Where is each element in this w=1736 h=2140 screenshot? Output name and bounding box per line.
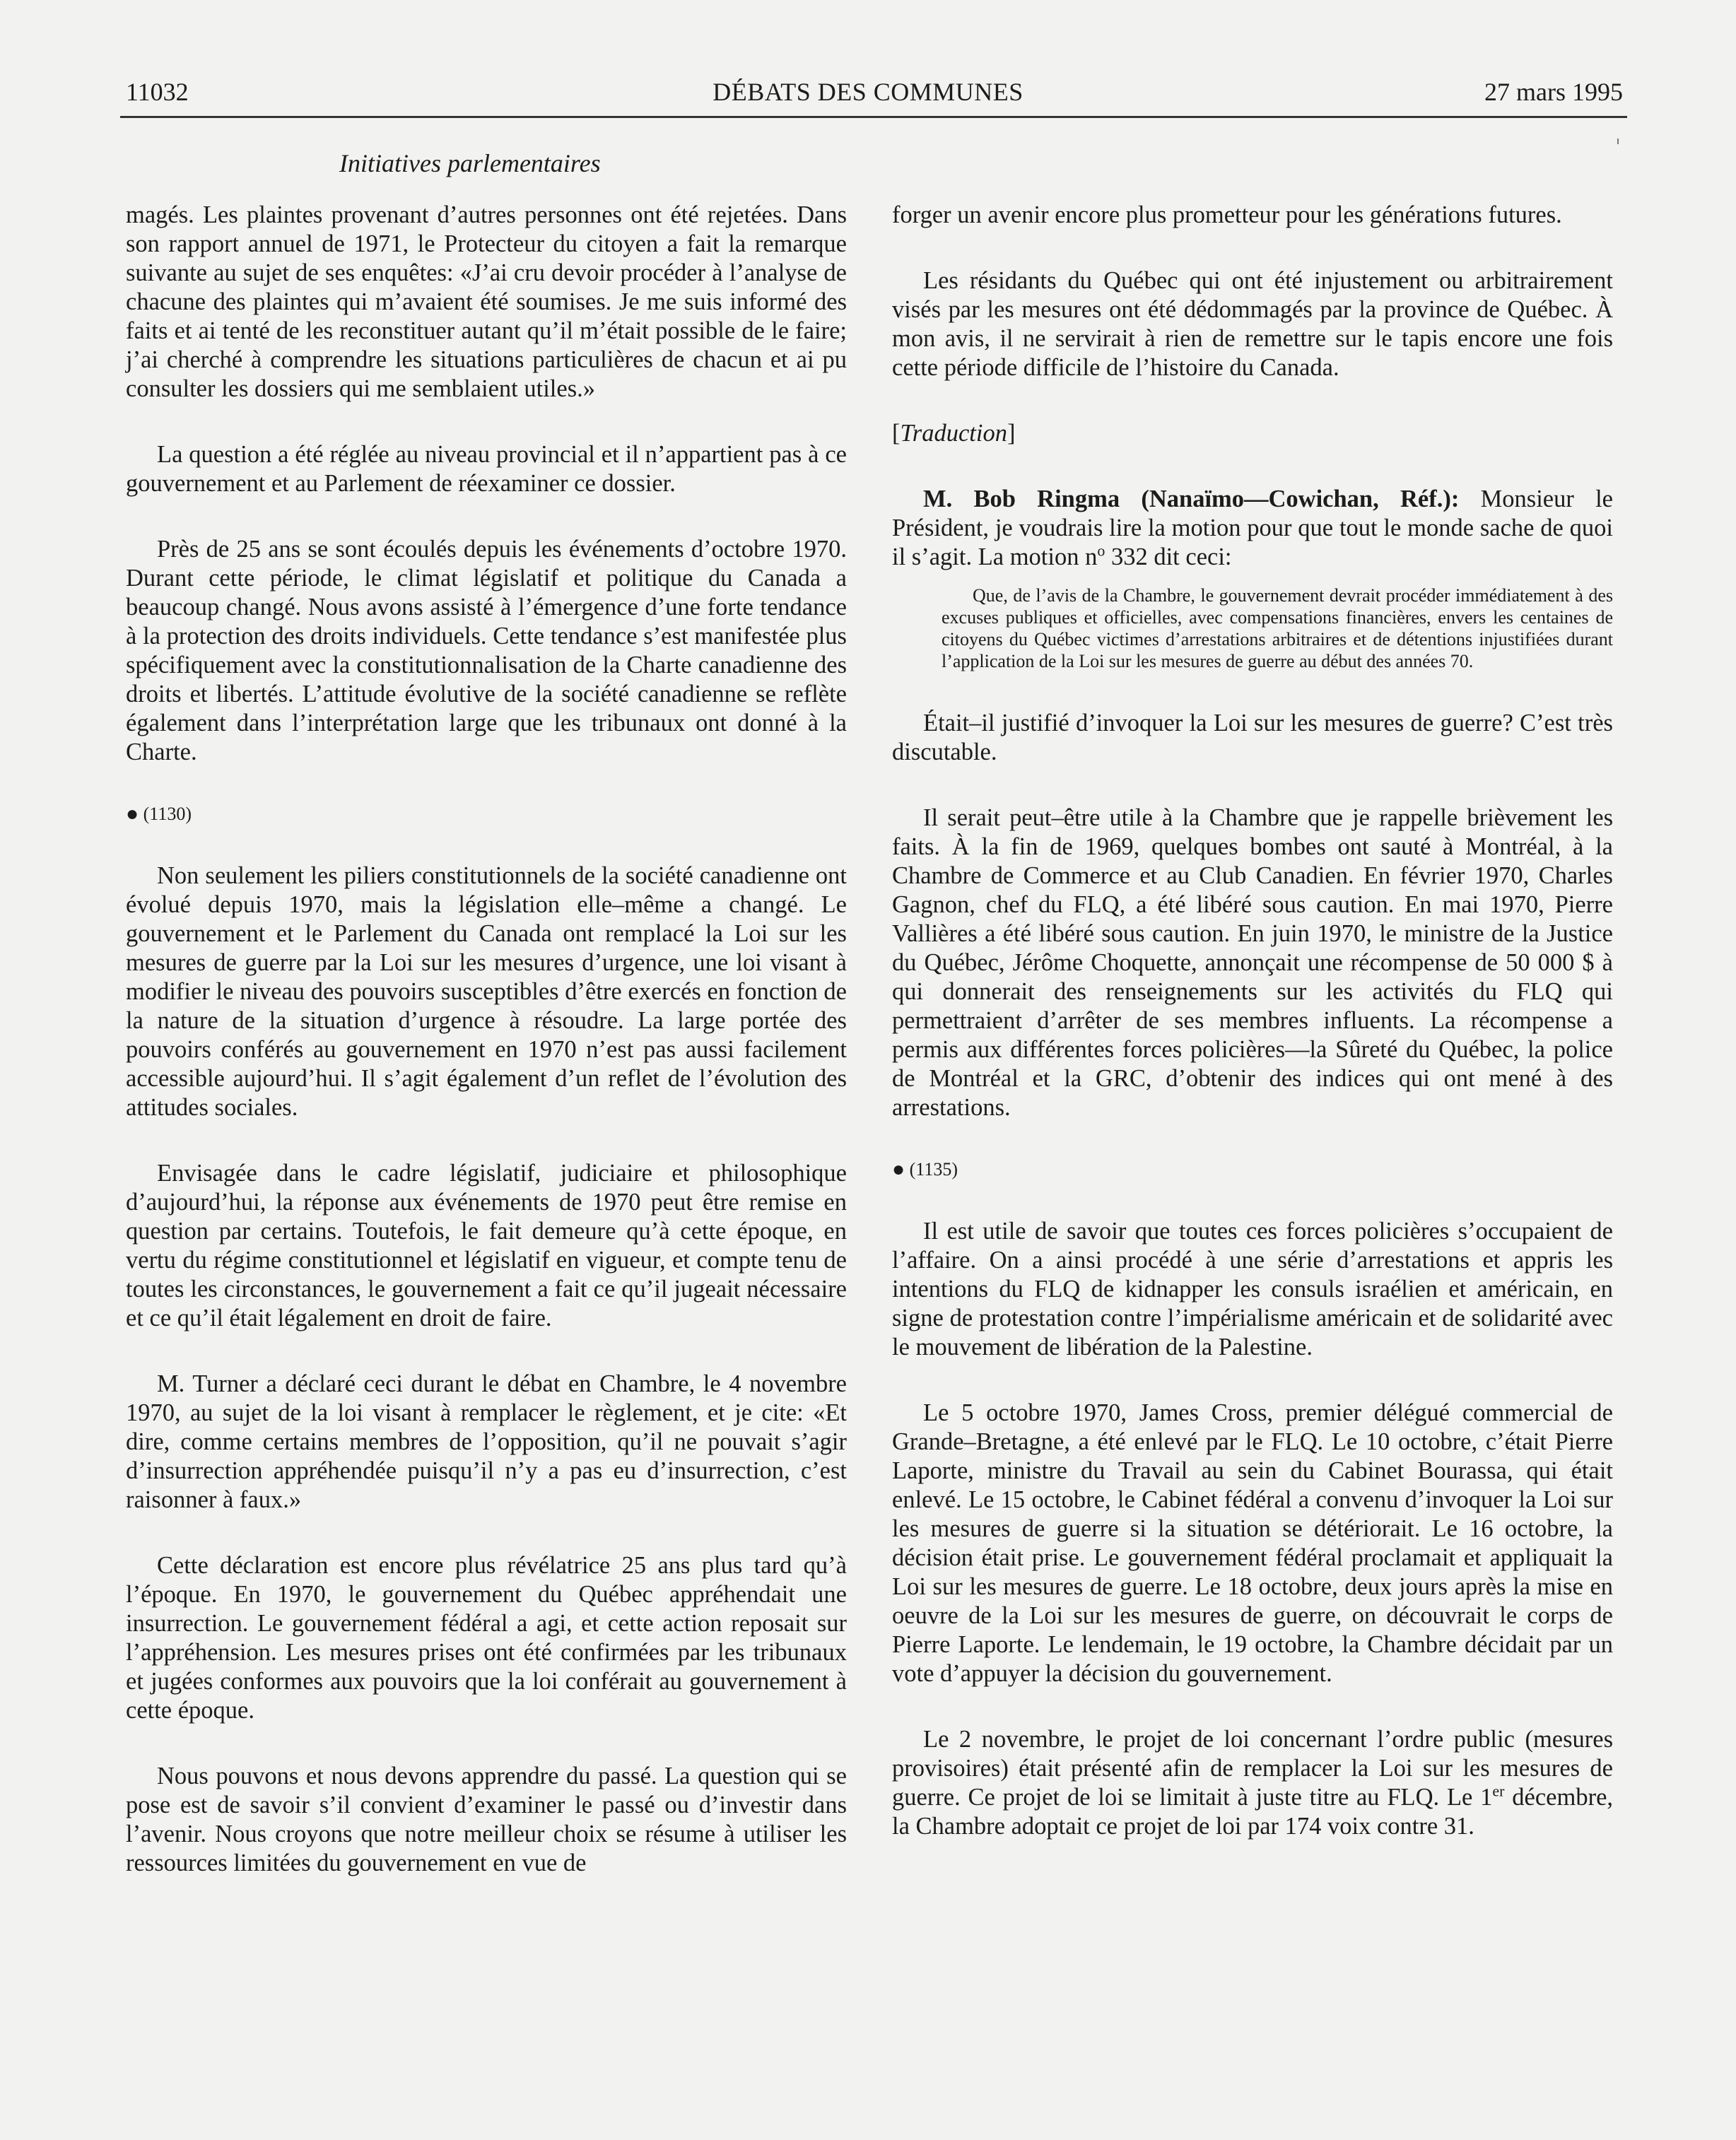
paragraph: Envisagée dans le cadre législatif, judiciaire et philosophique d’aujourd’hui, la réponse aux événements de 1970 peut être remise en question par certains. Toutefois, le fait demeure qu’à cette époque, en vertu du régime constitutionnel et législatif en vigueur, et compte tenu de toutes les circonstances, le gouvernement a fait ce qu’il jugeait nécessaire et ce qu’il était légalement en droit de faire. — [126, 1160, 847, 1331]
paragraph: Il est utile de savoir que toutes ces forces policières s’occupaient de l’affaire. On a ainsi procédé à une série d’arrestations et appris les intentions du FLQ de kidnapper les consuls israélien et américain, en signe de protestation contre l’impérialisme américain et de solidarité avec le mouvement de libération de la Palestine. — [892, 1218, 1613, 1360]
header-rule — [120, 116, 1627, 118]
section-heading: Initiatives parlementaires — [339, 149, 601, 177]
translation-note: [Traduction] — [892, 420, 1016, 447]
bullet-icon: ● — [126, 802, 139, 825]
paragraph: La question a été réglée au niveau provincial et il n’appartient pas à ce gouvernement et au Parlement de réexaminer ce dossier. — [126, 441, 847, 497]
motion-quote: Que, de l’avis de la Chambre, le gouvernement devrait procéder immédiatement à des excuses publiques et officielles, avec compensations financières, envers les centaines de citoyens du Québec victimes d’arrestations arbitraires et de détentions injustifiées durant l’application de la Loi sur les mesures de guerre au début des années 70. — [942, 585, 1613, 671]
paragraph: Les résidants du Québec qui ont été injustement ou arbitrairement visés par les mesures ont été dédommagés par la province de Québec. À mon avis, il ne servirait à rien de remettre sur le tapis encore une fois cette période difficile de l’histoire du Canada. — [892, 267, 1613, 381]
paragraph: Nous pouvons et nous devons apprendre du passé. La question qui se pose est de savoir s’il convient d’examiner le passé ou d’investir dans l’avenir. Nous croyons que notre meilleur choix se résume à utiliser les ressources limitées du gouvernement en vue de — [126, 1763, 847, 1876]
paragraph: Était–il justifié d’invoquer la Loi sur les mesures de guerre? C’est très discutable. — [892, 710, 1613, 765]
time-marker: ● (1135) — [892, 1158, 958, 1181]
publication-title: DÉBATS DES COMMUNES — [712, 78, 1024, 106]
paragraph: Le 5 octobre 1970, James Cross, premier délégué commercial de Grande–Bretagne, a été enlevé par le FLQ. Le 10 octobre, c’était Pierre Laporte, ministre du Travail au sein du Cabinet Bourassa, qui était enlevé. Le 15 octobre, le Cabinet fédéral a convenu d’invoquer la Loi sur les mesures de guerre si la situation se détériorait. Le 16 octobre, la décision était prise. Le gouvernement fédéral proclamait et appliquait la Loi sur les mesures de guerre. Le 18 octobre, deux jours après la mise en oeuvre de la Loi sur les mesures de guerre, on découvrait le corps de Pierre Laporte. Le lendemain, le 19 octobre, la Chambre décidait par un vote d’appuyer la décision du gouvernement. — [892, 1399, 1613, 1687]
paragraph: Il serait peut–être utile à la Chambre que je rappelle brièvement les faits. À la fin de 1969, quelques bombes ont sauté à Montréal, à la Chambre de Commerce et au Club Canadien. En février 1970, Charles Gagnon, chef du FLQ, a été libéré sous caution. En mai 1970, Pierre Vallières a été libéré sous caution. En juin 1970, le ministre de la Justice du Québec, Jérôme Choquette, annonçait une récompense de 50 000 $ à qui donnerait des renseignements sur les activités du FLQ qui permettraient d’arrêter de ses membres influents. La récompense a permis aux différentes forces policières—la Sûreté du Québec, la police de Montréal et la GRC, d’obtenir des indices qui ont mené à des arrestations. — [892, 804, 1613, 1121]
paragraph: Non seulement les piliers constitutionnels de la société canadienne ont évolué depuis 1970, mais la législation elle–même a changé. Le gouvernement et le Parlement du Canada ont remplacé la Loi sur les mesures de guerre par la Loi sur les mesures d’urgence, une loi visant à modifier le niveau des pouvoirs susceptibles d’être exercés en fonction de la nature de la situation d’urgence à résoudre. La large portée des pouvoirs conférés au gouvernement en 1970 n’est pas aussi facilement accessible aujourd’hui. Il s’agit également d’un reflet de l’évolution des attitudes sociales. — [126, 862, 847, 1121]
scan-mark — [1617, 139, 1619, 144]
paragraph: Près de 25 ans se sont écoulés depuis les événements d’octobre 1970. Durant cette période, le climat législatif et politique du Canada a beaucoup changé. Nous avons assisté à l’émergence d’une forte tendance à la protection des droits individuels. Cette tendance s’est manifestée plus spécifiquement avec la constitutionnalisation de la Charte canadienne des droits et libertés. L’attitude évolutive de la société canadienne se reflète également dans l’interprétation large que les tribunaux ont donné à la Charte. — [126, 536, 847, 765]
right-column — [892, 201, 1613, 1841]
bullet-icon: ● — [892, 1158, 905, 1181]
publication-date: 27 mars 1995 — [1484, 78, 1623, 106]
paragraph: Le 2 novembre, le projet de loi concernant l’ordre public (mesures provisoires) était présenté afin de remplacer la Loi sur les mesures de guerre. Ce projet de loi se limitait à juste titre au FLQ. Le 1er décembre, la Chambre adoptait ce projet de loi par 174 voix contre 31. — [892, 1726, 1614, 1840]
paragraph: magés. Les plaintes provenant d’autres personnes ont été rejetées. Dans son rapport annuel de 1971, le Protecteur du citoyen a fait la remarque suivante au sujet de ses enquêtes: «J’ai cru devoir procéder à l’analyse de chacune des plaintes qui m’avaient été soumises. Je me suis informé des faits et ai tenté de les reconstituer autant qu’il m’était possible de le faire; j’ai cherché à comprendre les situations particulières de chacun et ai pu consulter les dossiers qui me semblaient utiles.» — [126, 201, 847, 402]
speaker-name: M. Bob Ringma (Nanaïmo—Cowichan, Réf.): — [923, 486, 1460, 512]
page-number: 11032 — [126, 78, 189, 106]
time-marker: ● (1130) — [126, 802, 192, 825]
paragraph: forger un avenir encore plus prometteur pour les générations futures. — [892, 201, 1562, 228]
paragraph: M. Bob Ringma (Nanaïmo—Cowichan, Réf.): Monsieur le Président, je voudrais lire la motion pour que tout le monde sache de quoi il s’agit. La motion $n^o$ 332 dit ceci: — [892, 486, 1613, 570]
paragraph: M. Turner a déclaré ceci durant le débat en Chambre, le 4 novembre 1970, au sujet de la loi visant à remplacer le règlement, et je cite: «Et dire, comme certains membres de l’opposition, qu’il ne pouvait s’agir d’insurrection appréhendée puisqu’il n’y a pas eu d’insurrection, c’est raisonner à faux.» — [126, 1370, 847, 1513]
left-column — [126, 201, 847, 1878]
paragraph: Cette déclaration est encore plus révélatrice 25 ans plus tard qu’à l’époque. En 1970, le gouvernement du Québec appréhendait une insurrection. Le gouvernement fédéral a agi, et cette action reposait sur l’appréhension. Les mesures prises ont été confirmées par les tribunaux et jugées conformes aux pouvoirs que la loi conférait au gouvernement à cette époque. — [126, 1552, 847, 1724]
